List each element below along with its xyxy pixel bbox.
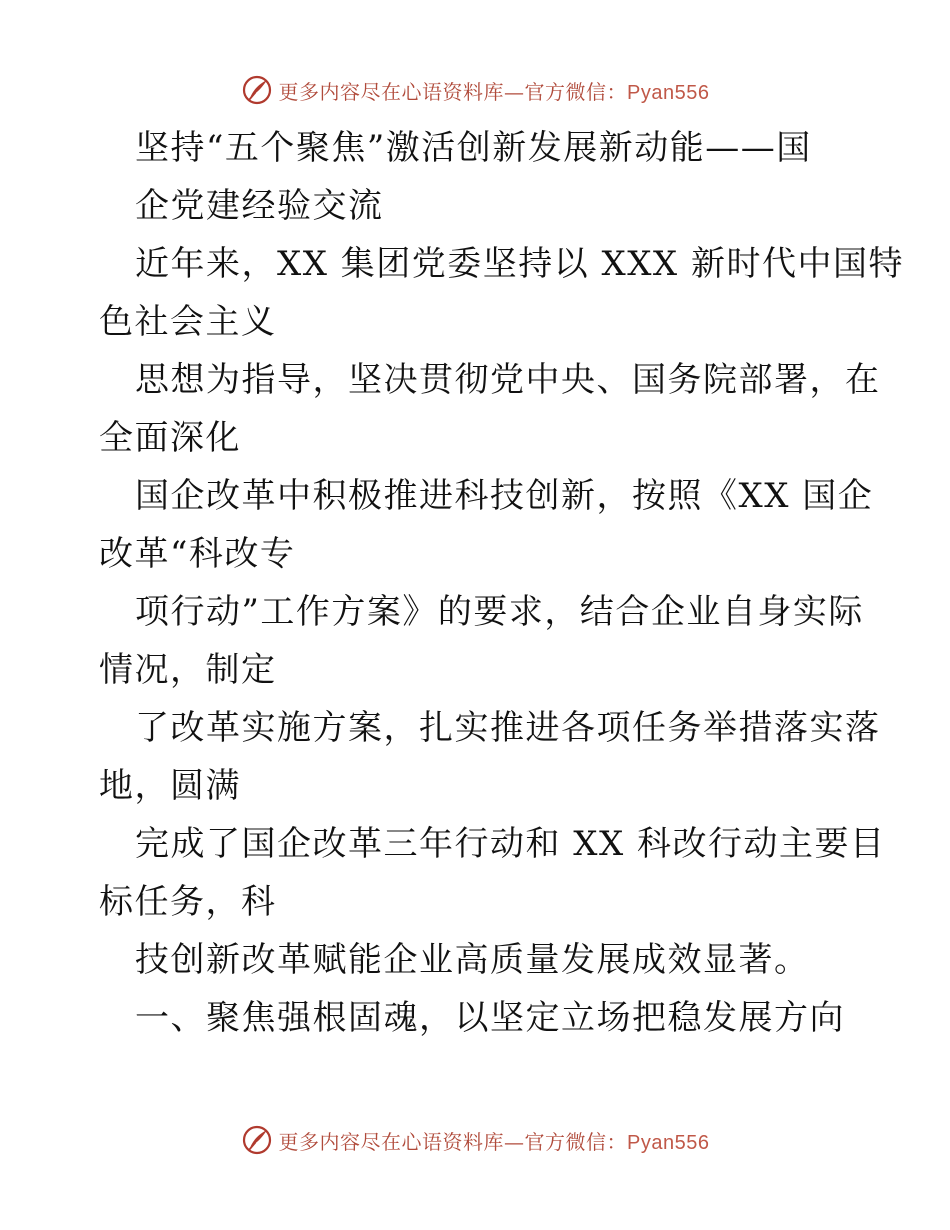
text-line: 了改革实施方案，扎实推进各项任务举措落实落 (135, 708, 881, 748)
text-line: 情况，制定 (99, 650, 277, 690)
feather-pen-logo-icon (241, 1124, 273, 1156)
text-line: 全面深化 (99, 418, 241, 458)
text-line: 完成了国企改革三年行动和 XX 科改行动主要目 (135, 824, 886, 864)
text-line: 项行动”工作方案》的要求，结合企业自身实际 (135, 592, 864, 632)
text-line: 近年来，XX 集团党委坚持以 XXX 新时代中国特 (135, 244, 904, 284)
text-line: 坚持“五个聚焦”激活创新发展新动能——国 (135, 128, 812, 168)
text-line: 一、聚焦强根固魂，以坚定立场把稳发展方向 (135, 998, 845, 1038)
text-line: 地，圆满 (99, 766, 241, 806)
text-line: 色社会主义 (99, 302, 277, 342)
text-line: 企党建经验交流 (135, 186, 384, 226)
text-line: 思想为指导，坚决贯彻党中央、国务院部署，在 (135, 360, 881, 400)
header-banner-text: 更多内容尽在心语资料库—官方微信：Pyan556 (278, 79, 710, 104)
document-body (99, 119, 904, 1047)
footer-banner (0, 1120, 950, 1160)
header-banner (0, 70, 950, 110)
header-wechat-id: Pyan556 (627, 81, 710, 104)
footer-wechat-id: Pyan556 (627, 1131, 710, 1154)
text-line: 技创新改革赋能企业高质量发展成效显著。 (135, 940, 810, 980)
footer-banner-text: 更多内容尽在心语资料库—官方微信：Pyan556 (278, 1129, 710, 1154)
text-line: 改革“科改专 (99, 534, 296, 574)
text-line: 标任务，科 (99, 882, 277, 922)
text-line: 国企改革中积极推进科技创新，按照《XX 国企 (135, 476, 874, 516)
feather-pen-logo-icon (241, 74, 273, 106)
